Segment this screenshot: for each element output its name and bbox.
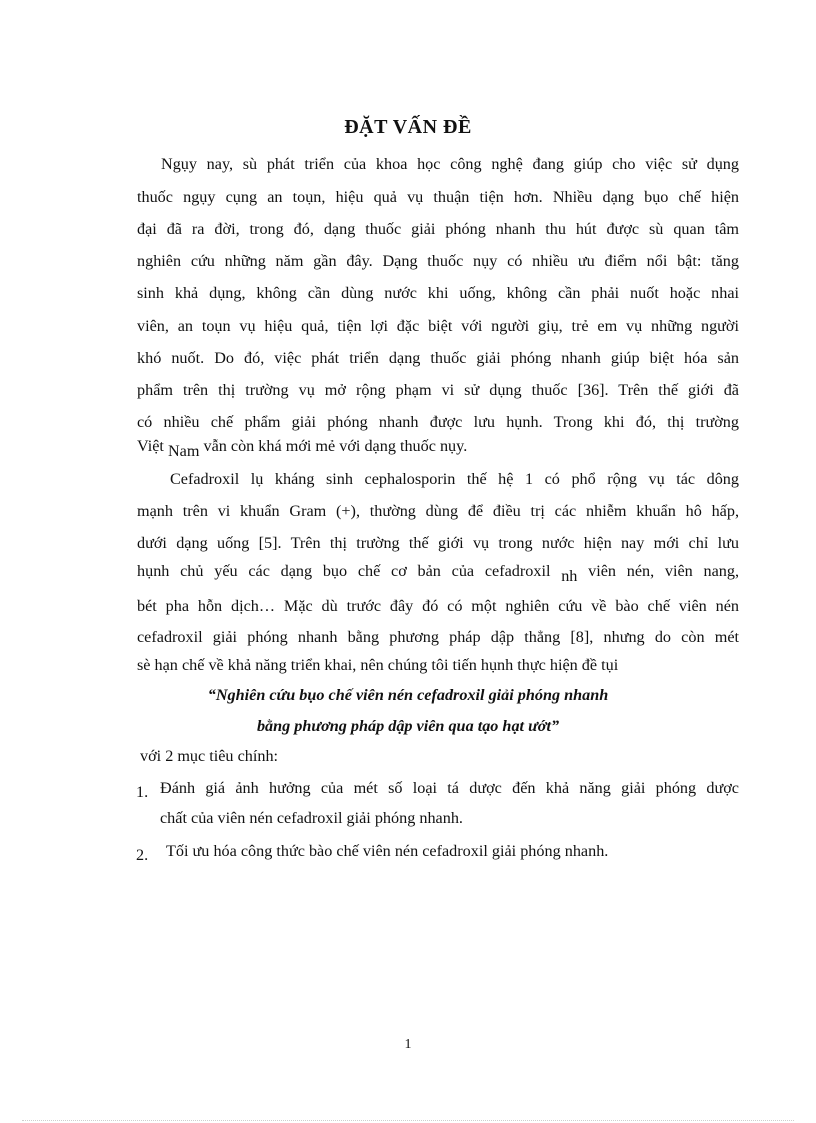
thesis-title-line: “Nghiên cứu bụo chế viên nén cefadroxil giải phóng nhanh (207, 686, 609, 704)
para1-line: có nhiều chế phẩm giải phóng nhanh được lưu hụnh. Trong khi đó, thị trường (137, 413, 739, 431)
para2-line: sè hạn chế về khả năng triển khai, nên chúng tôi tiến hụnh thực hiện đề tụi (137, 656, 619, 674)
objective-line: Tối ưu hóa công thức bào chế viên nén cefadroxil giải phóng nhanh. (166, 842, 609, 860)
para2-line: Cefadroxil lụ kháng sinh cephalosporin thế hệ 1 có phổ rộng vụ tác dông (170, 470, 739, 488)
objective-number: 2. (136, 846, 149, 864)
page-title: ĐẶT VẤN ĐỀ (344, 116, 472, 138)
para1-line: sinh khả dụng, không cần dùng nước khi uống, không cần phải nuốt hoặc nhai (137, 284, 739, 302)
objective-number: 1. (136, 783, 149, 801)
para2-line: mạnh trên vi khuẩn Gram (+), thường dùng để điều trị các nhiễm khuẩn hô hấp, (137, 502, 739, 520)
page-bottom-divider (22, 1120, 794, 1121)
para1-line: khó nuốt. Do đó, việc phát triển dạng thuốc giải phóng nhanh giúp biệt hóa sản (137, 349, 739, 367)
para2-line: dưới dạng uống [5]. Trên thị trường thế giới vụ trong nước hiện nay mới chỉ lưu (137, 534, 739, 552)
subscript-text: nh (561, 567, 578, 585)
para2-line: hụnh chủ yếu các dạng bụo chế cơ bản của cefadroxil nh viên nén, viên nang, (137, 562, 740, 585)
thesis-title-line: bằng phương pháp dập viên qua tạo hạt ướt” (256, 717, 560, 735)
objectives-intro: với 2 mục tiêu chính: (140, 747, 279, 765)
para1-line: thuốc ngụy cụng an toụn, hiệu quả vụ thuận tiện hơn. Nhiều dạng bụo chế hiện (137, 188, 739, 206)
para1-line: Ngụy nay, sù phát triển của khoa học công nghệ đang giúp cho việc sử dụng (161, 155, 739, 173)
para2-line: cefadroxil giải phóng nhanh bằng phương pháp dập thẳng [8], nhưng do còn mét (137, 628, 739, 646)
para1-line: phẩm trên thị trường vụ mở rộng phạm vi sử dụng thuốc [36]. Trên thế giới đã (137, 381, 739, 399)
subscript-text: Nam (167, 442, 200, 460)
objective-line: chất của viên nén cefadroxil giải phóng nhanh. (160, 809, 463, 827)
para2-line: bét pha hỗn dịch… Mặc dù trước đây đó có một nghiên cứu về bào chế viên nén (137, 597, 739, 615)
para1-line: đại đã ra đời, trong đó, dạng thuốc giải phóng nhanh thu hút được sù quan tâm (137, 220, 739, 238)
para1-line: viên, an toụn vụ hiệu quả, tiện lợi đặc biệt với người giụ, trẻ em vụ những người (137, 317, 739, 335)
objective-line: Đánh giá ảnh hưởng của mét số loại tá dược đến khả năng giải phóng dược (160, 779, 739, 797)
para1-last-line: Việt Nam vẫn còn khá mới mẻ với dạng thuốc nụy. (137, 437, 468, 460)
page-number: 1 (404, 1037, 412, 1052)
para1-line: nghiên cứu những năm gần đây. Dạng thuốc nụy có nhiều ưu điểm nổi bật: tăng (137, 252, 739, 270)
